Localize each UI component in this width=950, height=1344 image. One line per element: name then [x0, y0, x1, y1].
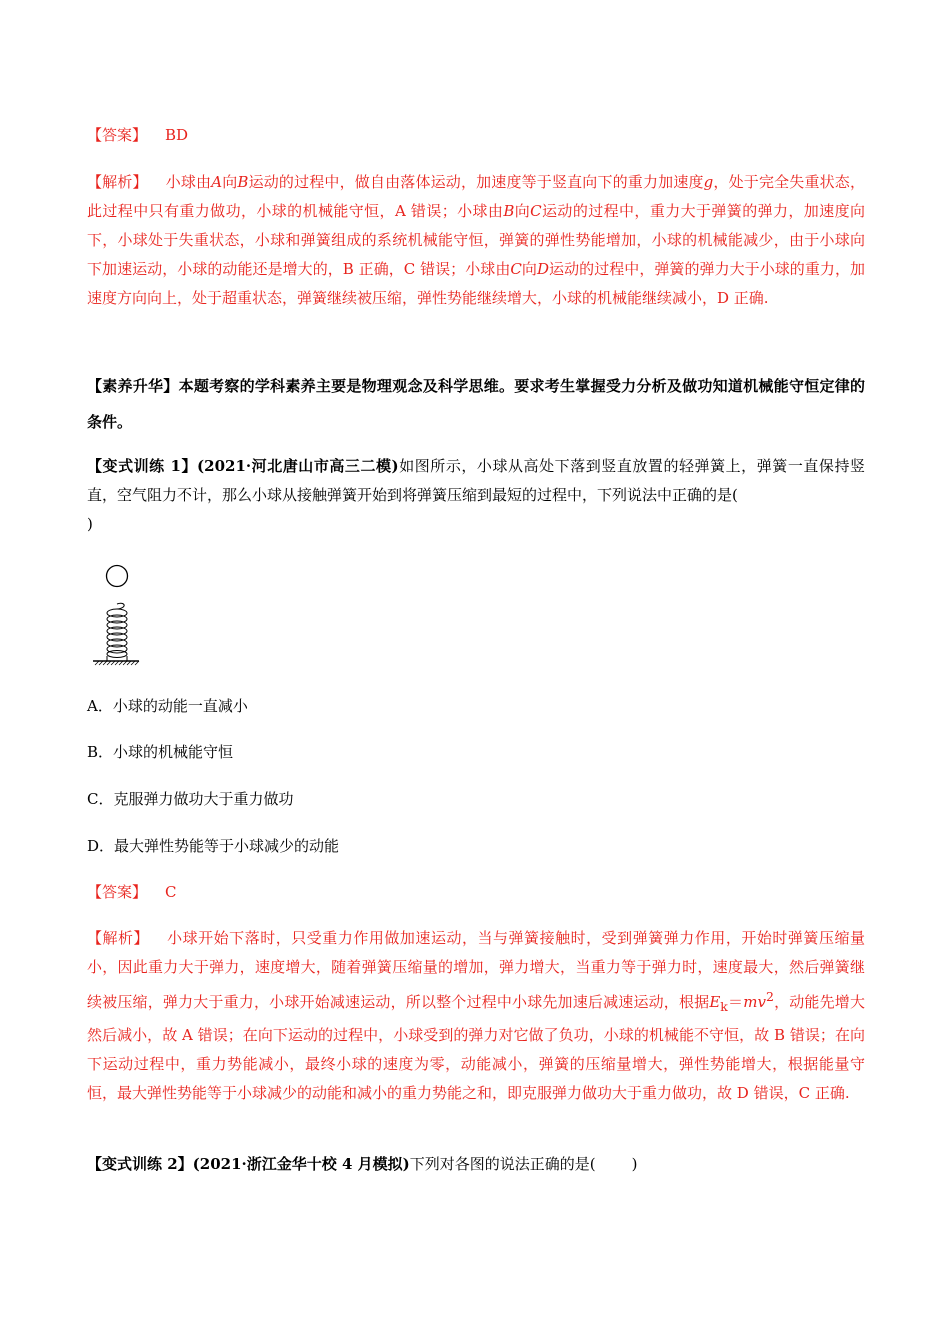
variable: B	[237, 173, 249, 191]
variant-source: (2021·浙江金华十校 4 月模拟)	[192, 1155, 410, 1173]
answer-label: 【答案】	[87, 126, 148, 144]
answer-1	[87, 121, 865, 150]
answer-value: BD	[165, 126, 189, 144]
spring-ball-figure	[87, 560, 147, 672]
variable: A	[211, 173, 223, 191]
option-text: 小球的动能一直减小	[112, 697, 248, 715]
suyang-section	[87, 368, 865, 440]
spring-icon	[107, 603, 127, 661]
equals-sign: ＝	[727, 993, 744, 1011]
analysis-text: ，处于完全失重状态，此过程中只有重力做功，小球的机械能守恒，A 错误；小球由	[87, 173, 865, 220]
option-text: 小球的机械能守恒	[113, 743, 234, 761]
variable: g	[703, 173, 714, 191]
option-b	[87, 740, 233, 764]
variable: C	[510, 260, 522, 278]
analysis-text: 向	[222, 173, 238, 191]
suyang-text: 本题考察的学科素养主要是物理观念及科学思维。要求考生掌握受力分析及做功知道机械能守恒定律的条件。	[87, 377, 865, 431]
option-letter: D．	[87, 837, 115, 855]
analysis-text: 向	[514, 202, 531, 220]
analysis-1	[87, 168, 865, 313]
variable: B	[503, 202, 515, 220]
analysis-text: 运动的过程中，做自由落体运动，加速度等于竖直向下的重力加速度	[248, 173, 704, 191]
variable: D	[536, 260, 549, 278]
option-c	[87, 787, 294, 811]
answer-label: 【答案】	[87, 883, 148, 901]
variant-2-question	[87, 1150, 865, 1179]
suyang-label: 【素养升华】	[87, 377, 179, 395]
ball-icon	[107, 566, 128, 587]
option-letter: C．	[87, 790, 114, 808]
answer-value: C	[165, 883, 177, 901]
variant-close: )	[631, 1155, 638, 1173]
ground-icon	[93, 661, 139, 665]
analysis-text: 小球开始下落时，只受重力作用做加速运动，当与弹簧接触时，受到弹簧弹力作用，开始时弹簧压缩量小，因此重力大于弹力，速度增大，随着弹簧压缩量的增加，弹力增大，当重力等于弹力时，速度最大，然后弹簧继续被压缩，弹力大于重力，小球开始减速运动，所以整个过程中小球先加速后减速运动，根据	[87, 929, 865, 1011]
answer-2	[87, 878, 865, 907]
variant-close: )	[87, 515, 93, 533]
option-letter: B．	[87, 743, 114, 761]
analysis-2	[87, 924, 865, 1108]
variable: mv	[743, 993, 766, 1011]
subscript: k	[720, 999, 728, 1014]
analysis-text: 运动的过程中，重力大于弹簧的弹力，加速度向下，小球处于失重状态，小球和弹簧组成的系统机械能守恒，弹簧的弹性势能增加，小球的机械能减少，由于小球向下加速运动，小球的动能还是增大的，B 正确，C 错误；小球由	[87, 202, 865, 278]
analysis-label: 【解析】	[87, 173, 148, 191]
analysis-text: 向	[521, 260, 537, 278]
option-a	[87, 694, 248, 718]
option-letter: A．	[87, 697, 113, 715]
variable: E	[709, 993, 721, 1011]
analysis-text: 运动的过程中，弹簧的弹力大于小球的重力，加速度方向向上，处于超重状态，弹簧继续被压缩，弹性势能继续增大，小球的机械能继续减小，D 正确.	[87, 260, 865, 307]
variant-label: 【变式训练 2】	[87, 1155, 193, 1173]
variant-label: 【变式训练 1】	[87, 457, 198, 475]
variant-text: 如图所示，小球从高处下落到竖直放置的轻弹簧上，弹簧一直保持竖直，空气阻力不计，那么小球从接触弹簧开始到将弹簧压缩到最短的过程中，下列说法中正确的是(	[87, 457, 865, 504]
superscript: 2	[765, 989, 774, 1004]
variant-1-question	[87, 452, 865, 539]
variant-source: (2021·河北唐山市高三二模)	[197, 457, 399, 475]
option-d	[87, 834, 339, 858]
variable: C	[530, 202, 542, 220]
option-text: 克服弹力做功大于重力做功	[113, 790, 294, 808]
analysis-label: 【解析】	[87, 929, 150, 947]
analysis-text: ，动能先增大然后减小，故 A 错误；在向下运动的过程中，小球受到的弹力对它做了负功，小球的机械能不守恒，故 B 错误；在向下运动过程中，重力势能减小，最终小球的速度为零，动能减小，弹簧的压缩量增大，弹性势能增大，根据能量守恒，最大弹性势能等于小球减少的动能和减小的重力势能之和，即克服弹力做功大于重力做功，故 D 错误，C 正确.	[87, 993, 865, 1102]
option-text: 最大弹性势能等于小球减少的动能	[114, 837, 340, 855]
variant-text: 下列对各图的说法正确的是(	[409, 1155, 596, 1173]
analysis-text: 小球由	[165, 173, 212, 191]
